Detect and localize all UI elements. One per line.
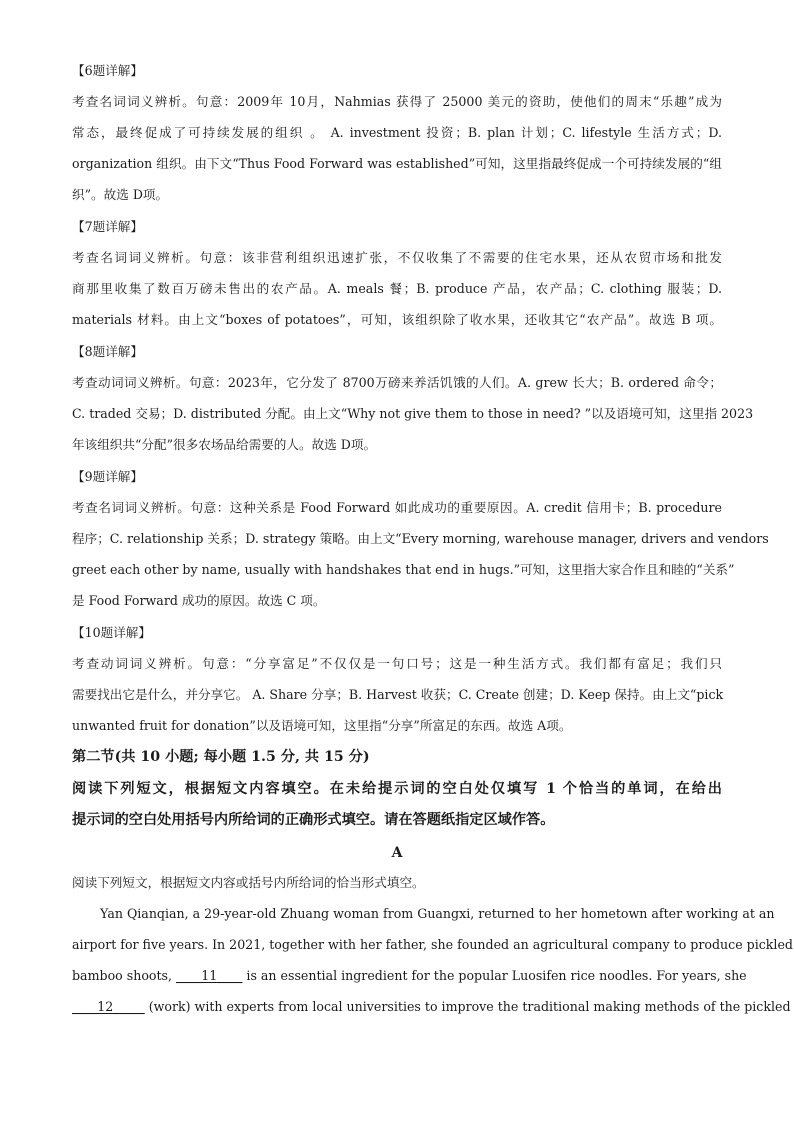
q7-heading: 【7题详解】	[72, 219, 143, 234]
section-a-heading: A	[391, 845, 403, 861]
q6-explanation-line: 考查名词词义辨析。句意：2009年 10月，Nahmias 获得了 25000 美元的资助，使他们的周末“乐趣”成为	[72, 94, 722, 109]
q6-explanation-line: 织”。故选 D项。	[72, 187, 169, 202]
q9-explanation-line: 是 Food Forward 成功的原因。故选 C 项。	[72, 593, 326, 608]
q9-heading: 【9题详解】	[72, 469, 143, 484]
q10-explanation-line: 考查动词词义辨析。句意：“分享富足”不仅仅是一句口号；这是一种生活方式。我们都有富足；我们只	[72, 656, 722, 671]
passage-line: airport for five years. In 2021, together with her father, she founded an agricultural company to produce pickled	[72, 937, 793, 952]
passage-text: is an essential ingredient for the popular Luosifen rice noodles. For years, she	[242, 968, 747, 983]
q10-explanation-line: 需要找出它是什么，并分享它。 A. Share 分享；B. Harvest 收获；C. Create 创建；D. Keep 保持。由上文“pick	[72, 687, 724, 702]
part-two-instructions: 提示词的空白处用括号内所给词的正确形式填空。请在答题纸指定区域作答。	[72, 812, 555, 828]
q8-heading: 【8题详解】	[72, 344, 143, 359]
blank-12: ____12_____	[72, 999, 145, 1014]
q7-explanation-line: 考查名词词义辨析。句意：该非营利组织迅速扩张，不仅收集了不需要的住宅水果，还从农贸市场和批发	[72, 250, 722, 265]
passage-line: Yan Qianqian, a 29-year-old Zhuang woman from Guangxi, returned to her hometown after working at an	[100, 906, 775, 921]
passage-line	[72, 967, 747, 985]
part-two-title: 第二节(共 10 小题; 每小题 1.5 分, 共 15 分)	[72, 749, 370, 765]
q6-explanation-line: organization 组织。由下文“Thus Food Forward was established”可知，这里指最终促成一个可持续发展的“组	[72, 156, 722, 171]
q8-explanation-line: 考查动词词义辨析。句意：2023年，它分发了 8700万磅来养活饥饿的人们。A. grew 长大；B. ordered 命令；	[72, 375, 722, 390]
q7-explanation-line: materials 材料。由上文“boxes of potatoes”，可知，该组织除了收水果，还收其它“农产品”。故选 B 项。	[72, 312, 722, 327]
q8-explanation-line: C. traded 交易；D. distributed 分配。由上文“Why not give them to those in need? ”以及语境可知，这里指 2023	[72, 406, 754, 421]
q7-explanation-line: 商那里收集了数百万磅未售出的农产品。A. meals 餐；B. produce 产品，农产品；C. clothing 服装；D.	[72, 281, 722, 296]
q6-explanation-line: 常态，最终促成了可持续发展的组织 。 A. investment 投资；B. plan 计划；C. lifestyle 生活方式；D.	[72, 125, 722, 140]
q9-explanation-line: 程序；C. relationship 关系；D. strategy 策略。由上文“Every morning, warehouse manager, drivers and vendors	[72, 531, 769, 546]
passage-text: bamboo shoots,	[72, 968, 177, 983]
q10-heading: 【10题详解】	[72, 625, 151, 640]
q8-explanation-line: 年该组织共“分配”很多农场品给需要的人。故选 D项。	[72, 437, 377, 452]
q9-explanation-line: greet each other by name, usually with handshakes that end in hugs.”可知，这里指大家合作且和睦的“关系”	[72, 562, 735, 577]
passage-text: (work) with experts from local universities to improve the traditional making methods of the pickled	[144, 999, 791, 1014]
part-two-instructions: 阅读下列短文，根据短文内容填空。在未给提示词的空白处仅填写 1 个恰当的单词，在给出	[72, 781, 722, 797]
q6-heading: 【6题详解】	[72, 63, 143, 78]
passage-line	[72, 998, 791, 1016]
blank-11: ____11____	[176, 968, 243, 983]
q9-explanation-line: 考查名词词义辨析。句意：这种关系是 Food Forward 如此成功的重要原因。A. credit 信用卡；B. procedure	[72, 500, 722, 515]
section-a-instructions: 阅读下列短文，根据短文内容或括号内所给词的恰当形式填空。	[72, 875, 425, 890]
q10-explanation-line: unwanted fruit for donation”以及语境可知，这里指“分享”所富足的东西。故选 A项。	[72, 718, 572, 733]
